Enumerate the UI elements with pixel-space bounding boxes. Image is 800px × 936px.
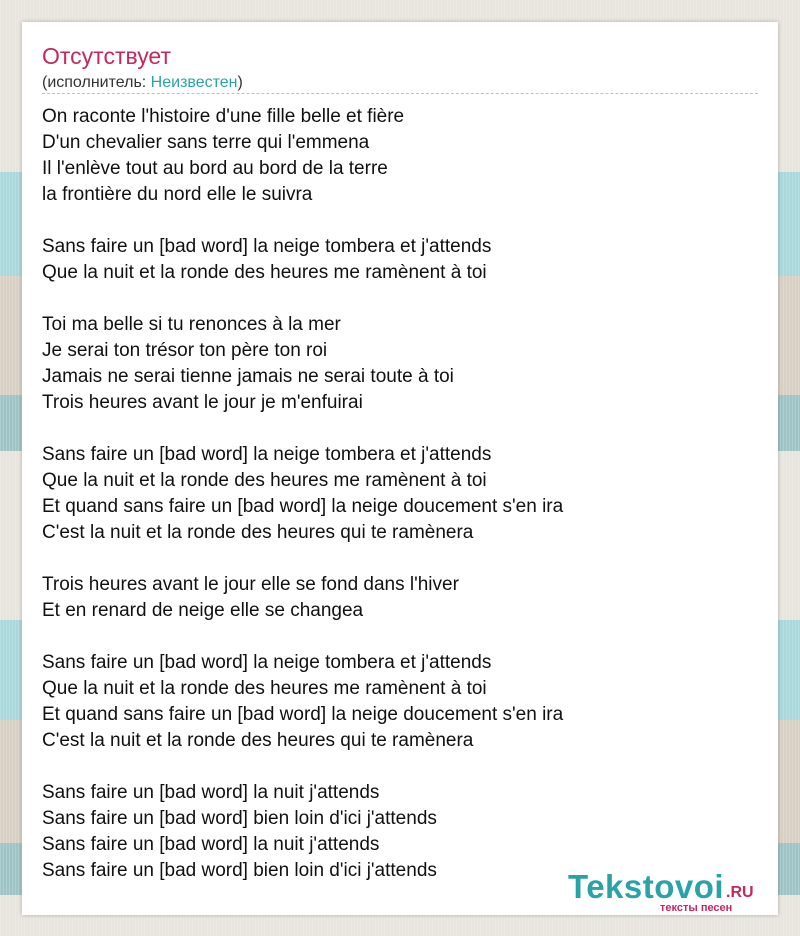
lyric-line: Et quand sans faire un [bad word] la neige doucement s'en ira [42,704,564,725]
lyric-line: Et quand sans faire un [bad word] la neige doucement s'en ira [42,496,564,517]
lyric-line: Sans faire un [bad word] bien loin d'ici j'attends [42,860,437,881]
lyric-line: Je serai ton trésor ton père ton roi [42,340,328,361]
subtitle-suffix: ) [237,74,243,91]
song-title: Отсутствует [42,43,171,69]
lyric-line: Sans faire un [bad word] bien loin d'ici j'attends [42,808,437,829]
song-subtitle [42,73,243,93]
logo-domain: .RU [726,884,754,901]
lyrics-card [22,22,778,915]
lyric-line: Jamais ne serai tienne jamais ne serai toute à toi [42,366,454,387]
stanza-gap [42,286,563,312]
logo-tagline: тексты песен [660,902,733,914]
lyric-line: Sans faire un [bad word] la nuit j'attends [42,834,380,855]
lyric-line: Que la nuit et la ronde des heures me ramènent à toi [42,678,487,699]
lyric-line: D'un chevalier sans terre qui l'emmena [42,132,370,153]
lyric-line: C'est la nuit et la ronde des heures qui te ramènera [42,730,474,751]
lyric-line: Toi ma belle si tu renonces à la mer [42,314,341,335]
stanza-gap [42,624,563,650]
lyric-line: Trois heures avant le jour elle se fond dans l'hiver [42,574,459,595]
lyric-line: Sans faire un [bad word] la nuit j'attends [42,782,380,803]
lyric-line: la frontière du nord elle le suivra [42,184,313,205]
lyric-line: Trois heures avant le jour je m'enfuirai [42,392,363,413]
lyric-line: On raconte l'histoire d'une fille belle et fière [42,106,405,127]
lyrics-text [42,104,563,884]
site-logo[interactable] [568,868,778,912]
subtitle-prefix: (исполнитель: [42,74,151,91]
lyric-line: Sans faire un [bad word] la neige tombera et j'attends [42,236,492,257]
stanza-gap [42,416,563,442]
stanza-gap [42,754,563,780]
lyric-line: Sans faire un [bad word] la neige tombera et j'attends [42,652,492,673]
lyric-line: Que la nuit et la ronde des heures me ramènent à toi [42,262,487,283]
lyric-line: Que la nuit et la ronde des heures me ramènent à toi [42,470,487,491]
lyric-line: Et en renard de neige elle se changea [42,600,364,621]
lyric-line: Sans faire un [bad word] la neige tombera et j'attends [42,444,492,465]
artist-link[interactable]: Неизвестен [150,74,238,91]
lyric-line: C'est la nuit et la ronde des heures qui te ramènera [42,522,474,543]
logo-name: Tekstovoi [568,868,725,905]
lyric-line: Il l'enlève tout au bord au bord de la terre [42,158,388,179]
stanza-gap [42,546,563,572]
header-divider [42,93,758,94]
stanza-gap [42,208,563,234]
